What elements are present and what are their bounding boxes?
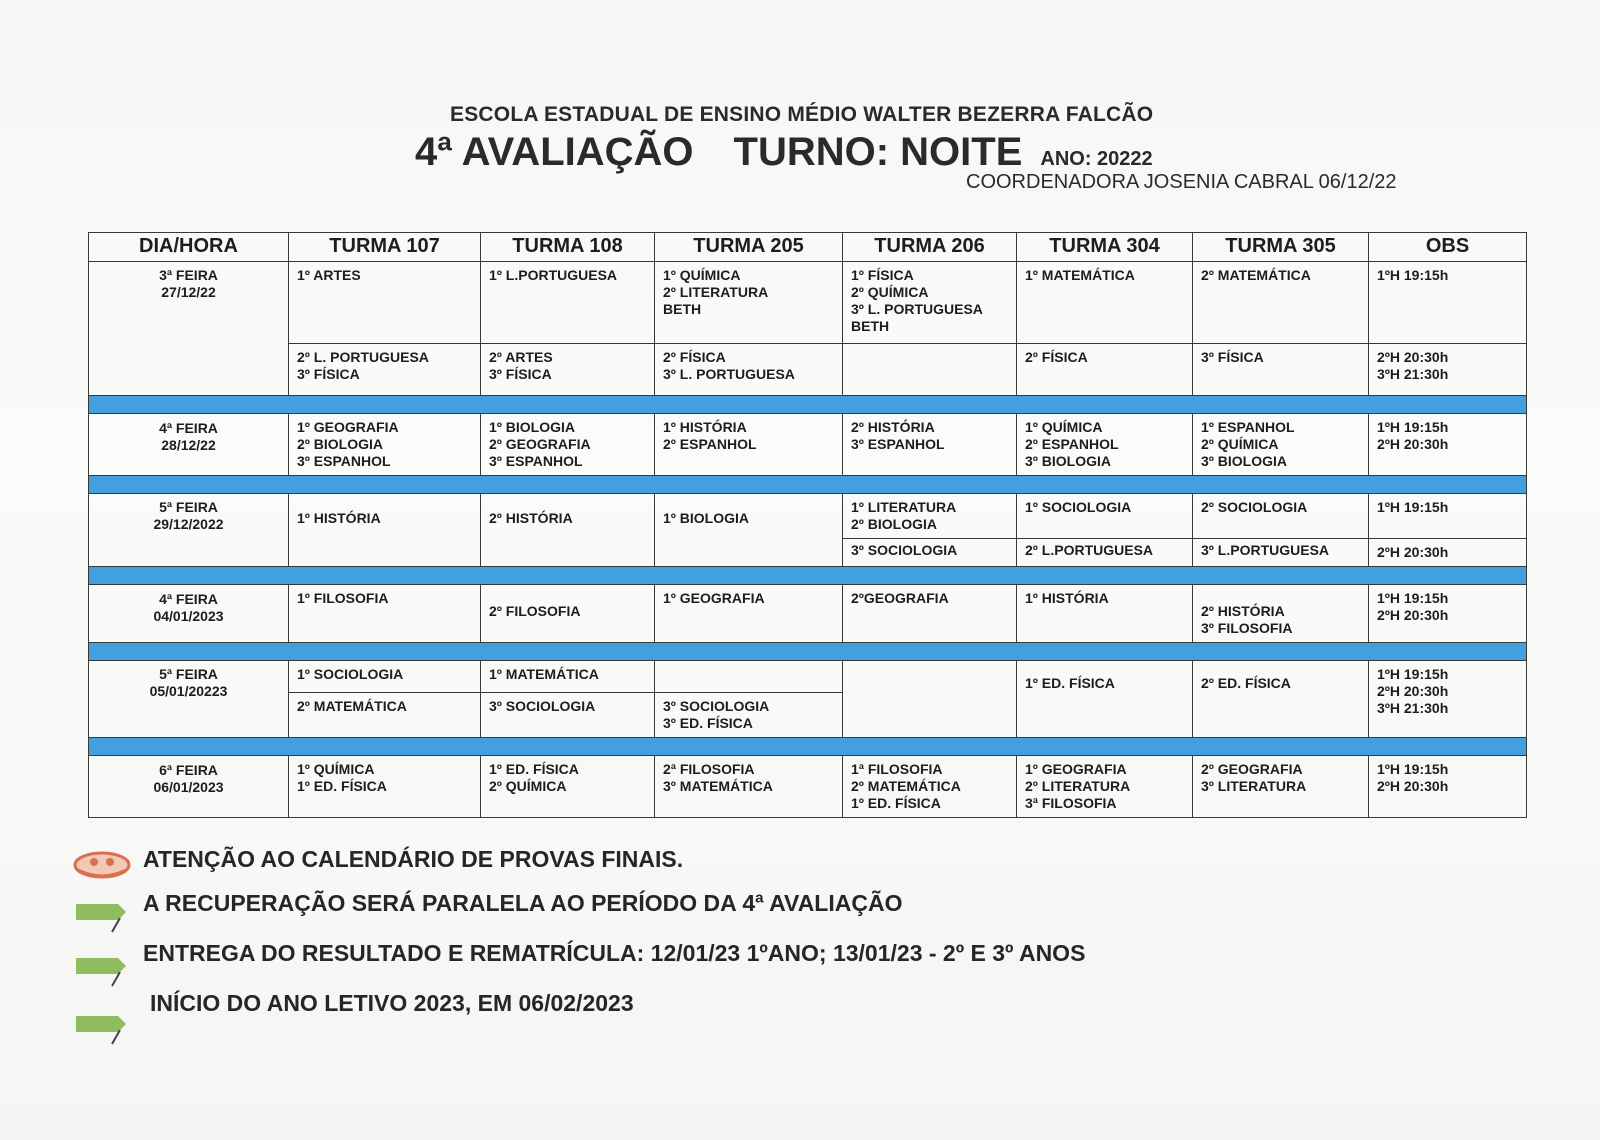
column-header: TURMA 305 <box>1193 233 1369 262</box>
schedule-cell: 1º ED. FÍSICA 2º QUÍMICA <box>481 756 655 818</box>
column-header: TURMA 107 <box>289 233 481 262</box>
schedule-cell: 1º MATEMÁTICA <box>481 661 655 693</box>
separator-bar <box>89 396 1527 414</box>
day-cell: 3ª FEIRA 27/12/22 <box>89 262 289 396</box>
eye-icon <box>72 848 134 882</box>
header-row <box>89 233 1527 262</box>
table-row <box>89 661 1527 693</box>
schedule-cell: 2º L.PORTUGUESA <box>1017 539 1193 567</box>
day-cell: 5ª FEIRA 05/01/20223 <box>89 661 289 738</box>
schedule-cell: 2º L. PORTUGUESA 3º FÍSICA <box>289 344 481 396</box>
arrow-icon <box>72 898 132 934</box>
separator-row <box>89 643 1527 661</box>
schedule-cell: 1º ED. FÍSICA <box>1017 661 1193 738</box>
schedule-cell: 2º MATEMÁTICA <box>1193 262 1369 344</box>
obs-cell: 2ºH 20:30h <box>1369 539 1527 567</box>
schedule-cell: 1º L.PORTUGUESA <box>481 262 655 344</box>
schedule-cell: 2º HISTÓRIA 3º FILOSOFIA <box>1193 585 1369 643</box>
schedule-cell: 1º GEOGRAFIA 2º LITERATURA 3ª FILOSOFIA <box>1017 756 1193 818</box>
year-label: ANO: 20222 <box>1040 148 1153 170</box>
evaluation-title: 4ª AVALIAÇÃO <box>415 130 694 174</box>
obs-cell: 1ºH 19:15h <box>1369 494 1527 539</box>
note-results: ENTREGA DO RESULTADO E REMATRÍCULA: 12/01/23 1ºANO; 13/01/23 - 2º E 3º ANOS <box>143 940 1086 966</box>
schedule-cell: 3º FÍSICA <box>1193 344 1369 396</box>
schedule-cell: 2º HISTÓRIA <box>481 494 655 567</box>
table-row <box>89 756 1527 818</box>
schedule-cell: 2º FÍSICA 3º L. PORTUGUESA <box>655 344 843 396</box>
obs-cell: 1ºH 19:15h <box>1369 262 1527 344</box>
schedule-cell: 2º SOCIOLOGIA <box>1193 494 1369 539</box>
schedule-cell: 2º ARTES 3º FÍSICA <box>481 344 655 396</box>
day-cell: 4ª FEIRA 28/12/22 <box>89 414 289 476</box>
schedule-cell: 1º FILOSOFIA <box>289 585 481 643</box>
separator-bar <box>89 476 1527 494</box>
day-cell: 4ª FEIRA 04/01/2023 <box>89 585 289 643</box>
note-recovery: A RECUPERAÇÃO SERÁ PARALELA AO PERÍODO DA 4ª AVALIAÇÃO <box>143 890 903 916</box>
schedule-cell: 1º GEOGRAFIA <box>655 585 843 643</box>
schedule-cell: 1º ARTES <box>289 262 481 344</box>
schedule-cell: 1º SOCIOLOGIA <box>1017 494 1193 539</box>
schedule-cell <box>655 661 843 693</box>
table-row <box>89 262 1527 344</box>
schedule-cell: 3º L.PORTUGUESA <box>1193 539 1369 567</box>
schedule-cell: 3º SOCIOLOGIA <box>843 539 1017 567</box>
schedule-cell <box>843 661 1017 738</box>
schedule-cell <box>843 344 1017 396</box>
schedule-cell: 2º FILOSOFIA <box>481 585 655 643</box>
schedule-cell: 1º ESPANHOL 2º QUÍMICA 3º BIOLOGIA <box>1193 414 1369 476</box>
schedule-cell: 2º ED. FÍSICA <box>1193 661 1369 738</box>
schedule-cell: 1º GEOGRAFIA 2º BIOLOGIA 3º ESPANHOL <box>289 414 481 476</box>
schedule-cell: 2º MATEMÁTICA <box>289 693 481 738</box>
table-row <box>89 414 1527 476</box>
schedule-cell: 1º LITERATURA 2º BIOLOGIA <box>843 494 1017 539</box>
table-row <box>89 344 1527 396</box>
table-row <box>89 585 1527 643</box>
table-row <box>89 494 1527 539</box>
arrow-icon <box>72 1010 132 1046</box>
arrow-icon <box>72 952 132 988</box>
schedule-cell: 2º GEOGRAFIA 3º LITERATURA <box>1193 756 1369 818</box>
school-name: ESCOLA ESTADUAL DE ENSINO MÉDIO WALTER BEZERRA FALCÃO <box>450 103 1154 126</box>
obs-cell: 1ºH 19:15h 2ºH 20:30h <box>1369 756 1527 818</box>
schedule-cell: 2ºGEOGRAFIA <box>843 585 1017 643</box>
schedule-cell: 1º QUÍMICA 1º ED. FÍSICA <box>289 756 481 818</box>
column-header: TURMA 304 <box>1017 233 1193 262</box>
separator-bar <box>89 567 1527 585</box>
schedule-cell: 1º HISTÓRIA 2º ESPANHOL <box>655 414 843 476</box>
column-header: TURMA 108 <box>481 233 655 262</box>
column-header: TURMA 205 <box>655 233 843 262</box>
schedule-cell: 1º BIOLOGIA 2º GEOGRAFIA 3º ESPANHOL <box>481 414 655 476</box>
schedule-cell: 3º SOCIOLOGIA <box>481 693 655 738</box>
column-header: OBS <box>1369 233 1527 262</box>
schedule-cell: 2º FÍSICA <box>1017 344 1193 396</box>
schedule-cell: 3º SOCIOLOGIA 3º ED. FÍSICA <box>655 693 843 738</box>
schedule-cell: 1º QUÍMICA 2º LITERATURA BETH <box>655 262 843 344</box>
obs-cell: 1ºH 19:15h 2ºH 20:30h 3ºH 21:30h <box>1369 661 1527 738</box>
separator-row <box>89 738 1527 756</box>
shift-label: TURNO: NOITE <box>733 130 1023 174</box>
schedule-cell: 1º HISTÓRIA <box>1017 585 1193 643</box>
schedule-cell: 1º MATEMÁTICA <box>1017 262 1193 344</box>
separator-row <box>89 396 1527 414</box>
schedule-cell: 1º HISTÓRIA <box>289 494 481 567</box>
obs-cell: 2ºH 20:30h 3ºH 21:30h <box>1369 344 1527 396</box>
schedule-cell: 1ª FILOSOFIA 2º MATEMÁTICA 1º ED. FÍSICA <box>843 756 1017 818</box>
schedule-cell: 1º FÍSICA 2º QUÍMICA 3º L. PORTUGUESA BETH <box>843 262 1017 344</box>
separator-bar <box>89 738 1527 756</box>
coordinator-line: COORDENADORA JOSENIA CABRAL 06/12/22 <box>966 171 1397 193</box>
obs-cell: 1ºH 19:15h 2ºH 20:30h <box>1369 585 1527 643</box>
note-school-year: INÍCIO DO ANO LETIVO 2023, EM 06/02/2023 <box>150 990 634 1016</box>
note-final-exams: ATENÇÃO AO CALENDÁRIO DE PROVAS FINAIS. <box>143 846 684 872</box>
schedule-cell: 1º BIOLOGIA <box>655 494 843 567</box>
schedule-cell: 2º HISTÓRIA 3º ESPANHOL <box>843 414 1017 476</box>
schedule-cell: 1º QUÍMICA 2º ESPANHOL 3º BIOLOGIA <box>1017 414 1193 476</box>
schedule-table <box>88 232 1527 818</box>
day-cell: 6ª FEIRA 06/01/2023 <box>89 756 289 818</box>
day-cell: 5ª FEIRA 29/12/2022 <box>89 494 289 567</box>
separator-bar <box>89 643 1527 661</box>
obs-cell: 1ºH 19:15h 2ºH 20:30h <box>1369 414 1527 476</box>
column-header: DIA/HORA <box>89 233 289 262</box>
page-title <box>415 130 1153 175</box>
column-header: TURMA 206 <box>843 233 1017 262</box>
schedule-cell: 1º SOCIOLOGIA <box>289 661 481 693</box>
separator-row <box>89 476 1527 494</box>
schedule-cell: 2ª FILOSOFIA 3º MATEMÁTICA <box>655 756 843 818</box>
separator-row <box>89 567 1527 585</box>
